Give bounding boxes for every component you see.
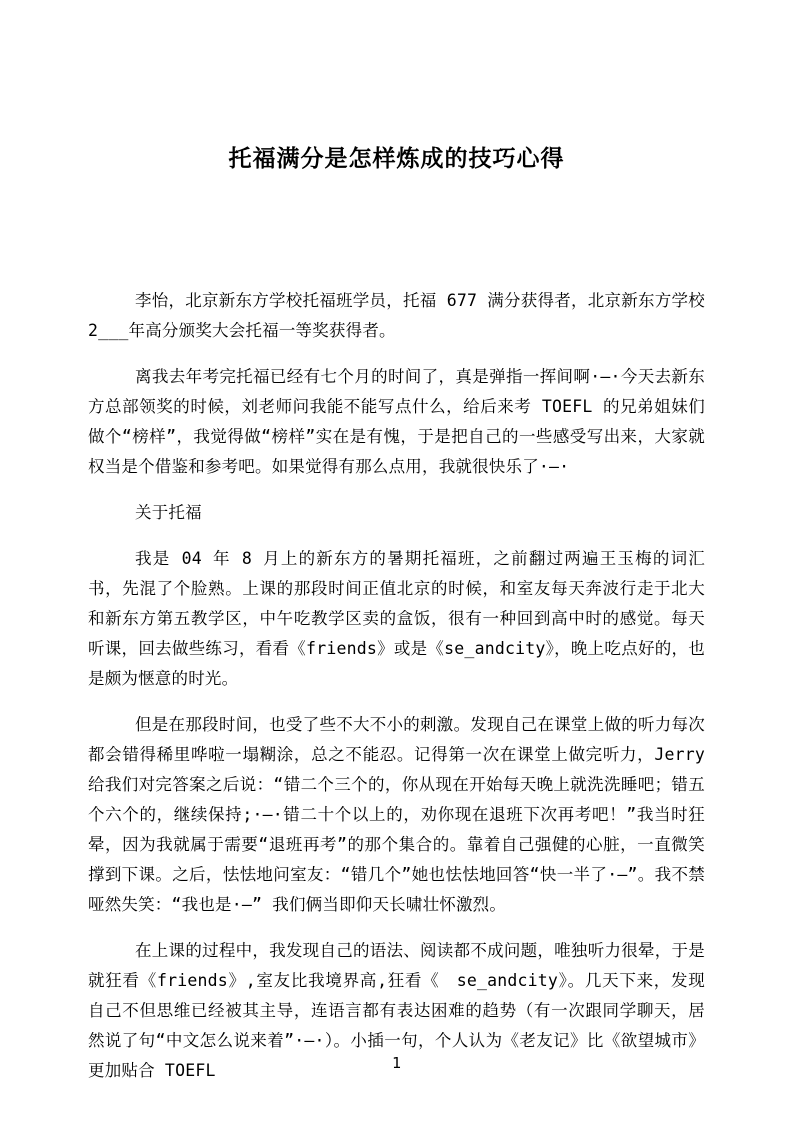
paragraph-author-intro: 李怡，北京新东方学校托福班学员，托福 677 满分获得者，北京新东方学校 2___年高分颁奖大会托福一等奖获得者。 [88,291,705,340]
paragraph-watching-friends: 在上课的过程中，我发现自己的语法、阅读都不成问题，唯独听力很晕，于是就狂看《friends》,室友比我境界高,狂看《 se_andcity》。几天下来，发现自己不但思维已经被其主导，连语言都有表达困难的趋势（有一次跟同学聊天，居然说了句“中文怎么说来着”·—·）。小插一句，个人认为《老友记》比《欲望城市》更加贴合 TOEFL [88,941,705,1080]
paragraph-class-experience: 我是 04 年 8 月上的新东方的暑期托福班，之前翻过两遍王玉梅的词汇书，先混了个脸熟。上课的那段时间正值北京的时候，和室友每天奔波行走于北大和新东方第五教学区，中午吃教学区卖的盒饭，很有一种回到高中时的感觉。每天听课，回去做些练习，看看《friends》或是《se_andcity》，晚上吃点好的，也是颇为惬意的时光。 [88,549,705,688]
section-heading-about-toefl: 关于托福 [135,503,202,522]
paragraph-opening: 离我去年考完托福已经有七个月的时间了，真是弹指一挥间啊·—·今天去新东方总部领奖的时候，刘老师问我能不能写点什么，给后来考 TOEFL 的兄弟姐妹们做个“榜样”，我觉得做“榜样”实在是有愧，于是把自己的一些感受写出来，大家就权当是个借鉴和参考吧。如果觉得有那么点用，我就很快乐了·—· [88,367,705,476]
paragraph-listening-shock: 但是在那段时间，也受了些不大不小的刺激。发现自己在课堂上做的听力每次都会错得稀里哗啦一塌糊涂，总之不能忍。记得第一次在课堂上做完听力，Jerry 给我们对完答案之后说：“错二个三个的，你从现在开始每天晚上就洗洗睡吧；错五个六个的，继续保持;·—·错二十个以上的，劝你现在退班下次再考吧！”我当时狂晕，因为我就属于需要“退班再考”的那个集合的。靠着自己强健的心脏，一直微笑撑到下课。之后，怯怯地问室友：“错几个”她也怯怯地回答“快一半了·—”。我不禁哑然失笑：“我也是·—” 我们俩当即仰天长啸壮怀激烈。 [88,715,705,914]
page-number: 1 [391,1054,402,1072]
document-title: 托福满分是怎样炼成的技巧心得 [228,146,565,172]
